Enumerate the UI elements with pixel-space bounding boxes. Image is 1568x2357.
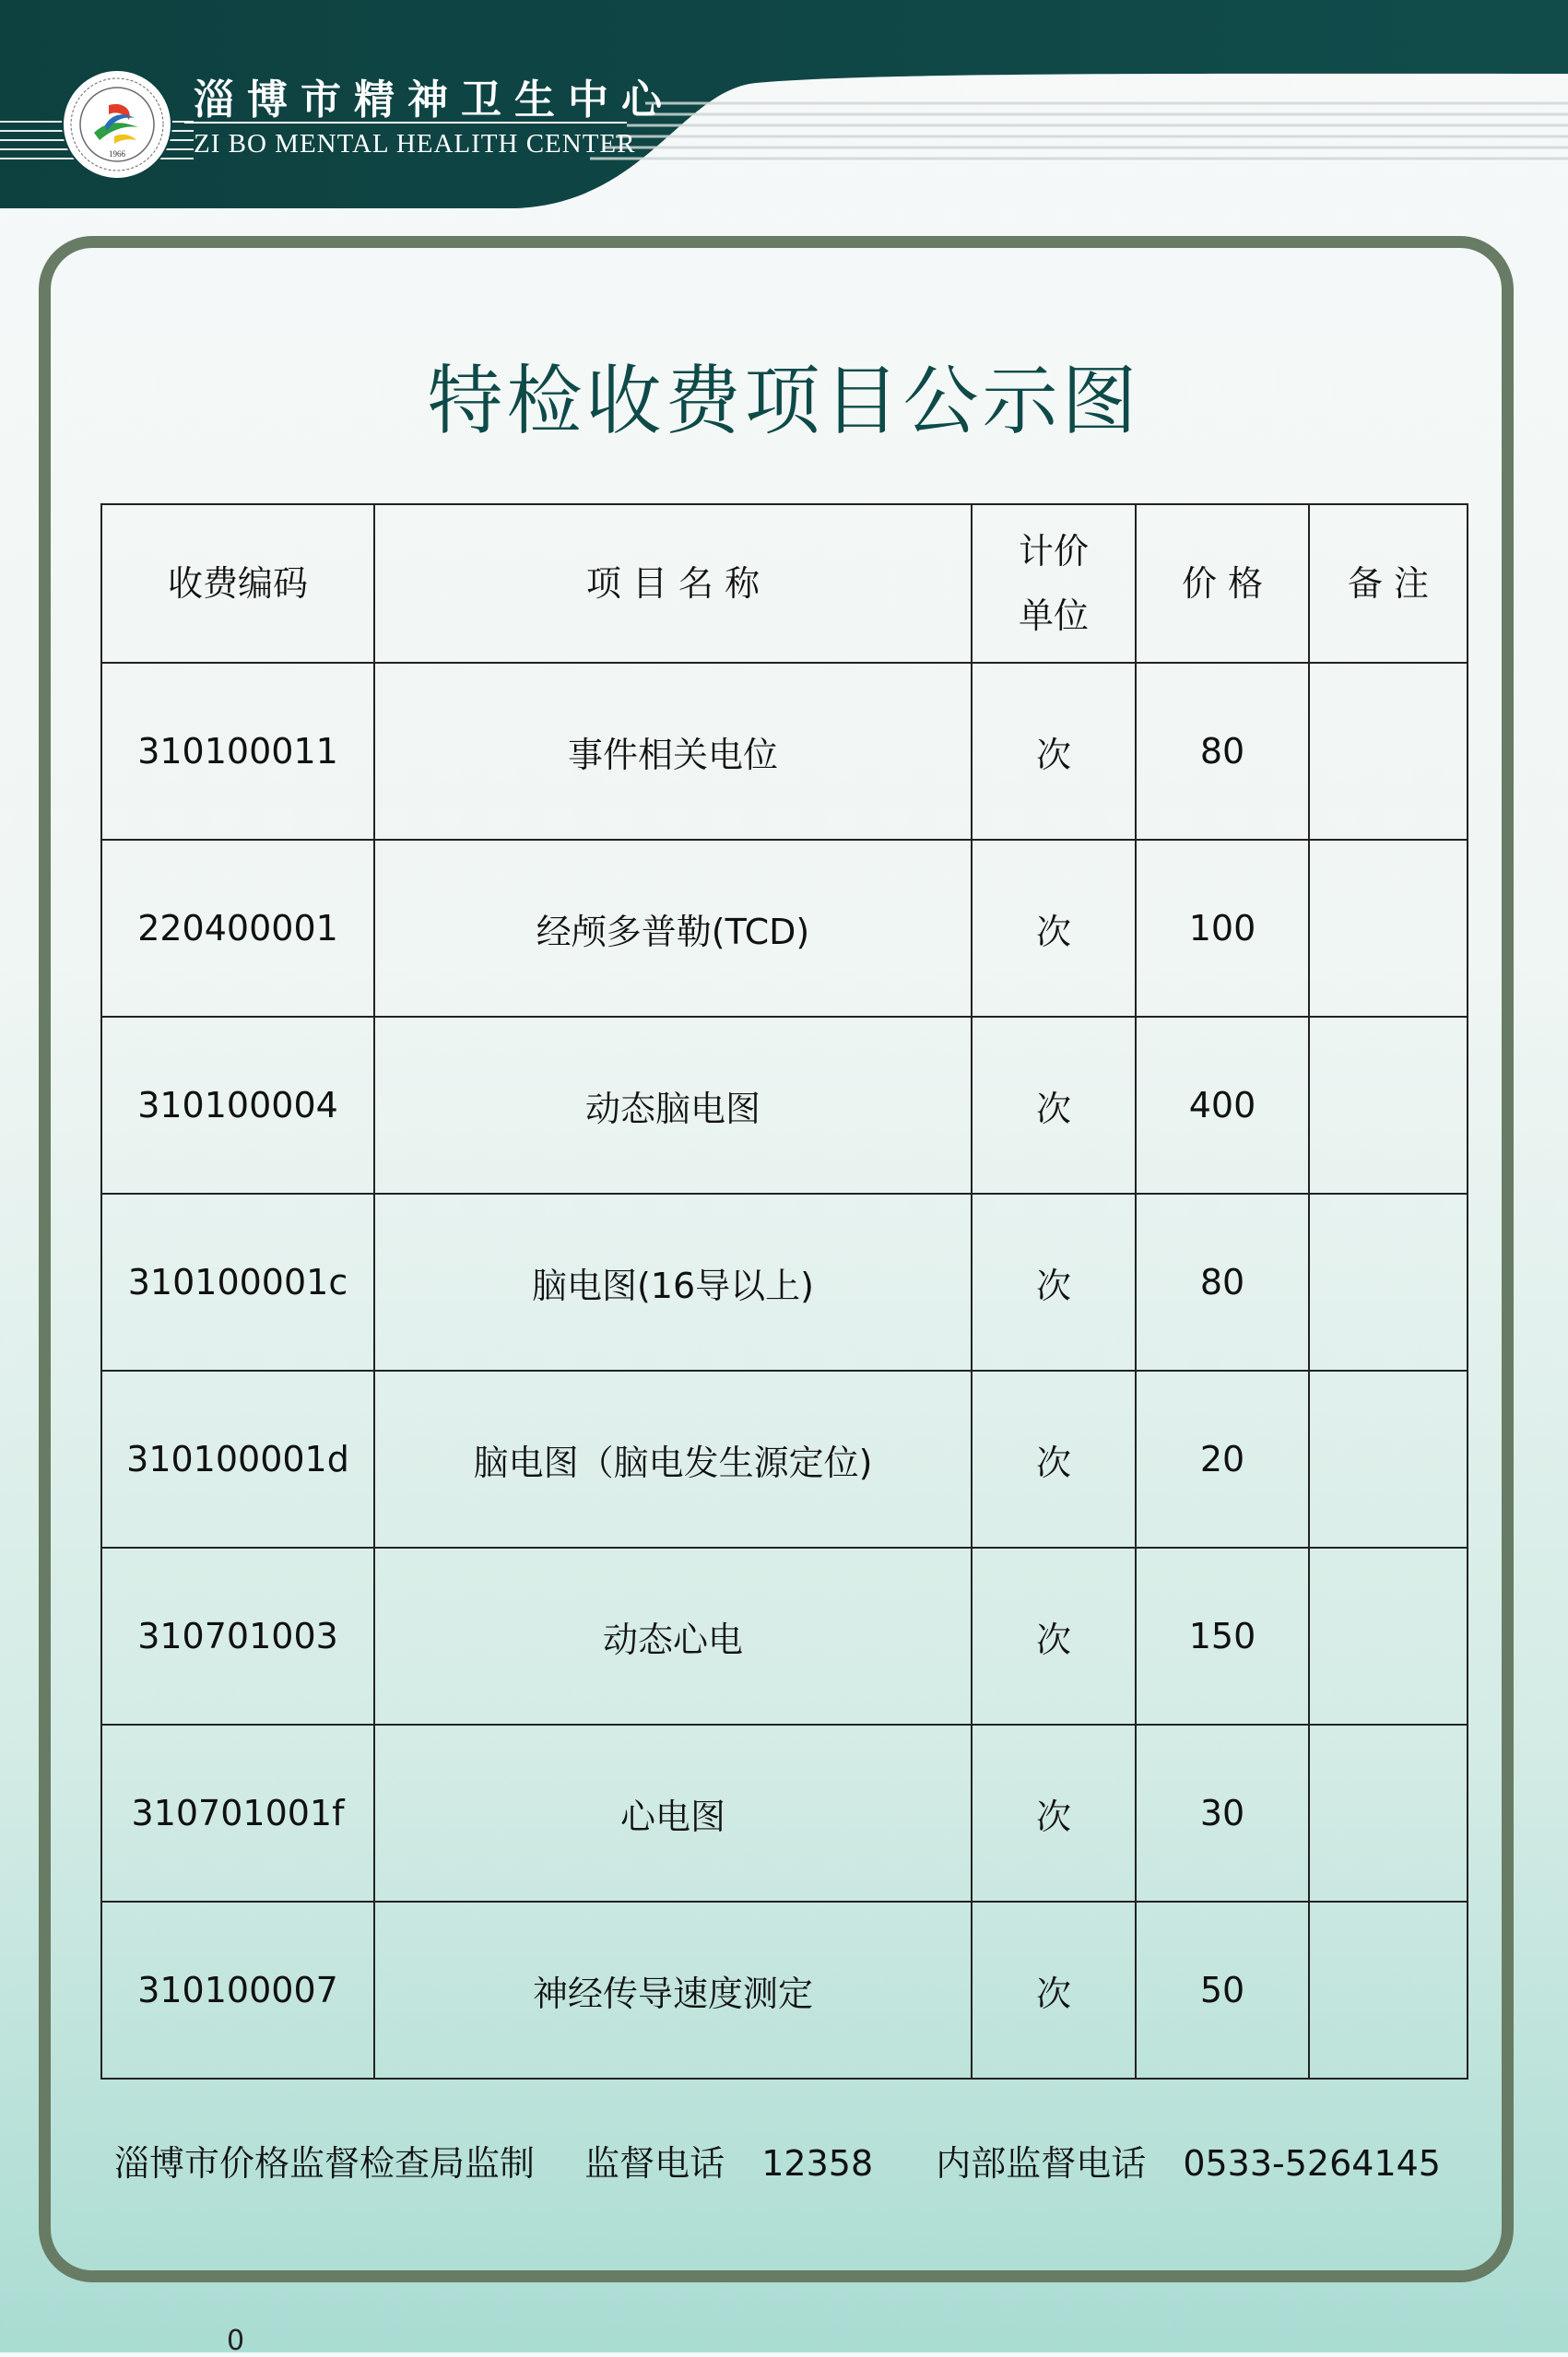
cell-name: 经颅多普勒(TCD): [374, 840, 972, 1017]
header-banner: [0, 0, 1568, 212]
cell-unit: 次: [972, 1371, 1136, 1548]
cell-unit: 次: [972, 840, 1136, 1017]
cell-name: 动态心电: [374, 1548, 972, 1725]
footer-notice: [0, 2135, 1568, 2186]
cell-name: 动态脑电图: [374, 1017, 972, 1194]
cell-note: [1309, 1548, 1468, 1725]
cell-name: 事件相关电位: [374, 663, 972, 840]
cell-price: 80: [1136, 663, 1309, 840]
cell-unit: 次: [972, 663, 1136, 840]
cell-unit: 次: [972, 1902, 1136, 2079]
footer-supervisor: 淄博市价格监督检查局监制: [114, 2143, 536, 2184]
header-price: 价 格: [1136, 504, 1309, 663]
table-row: [101, 1548, 1468, 1725]
cell-unit: 次: [972, 1548, 1136, 1725]
cell-note: [1309, 1371, 1468, 1548]
cell-code: 310100004: [101, 1017, 374, 1194]
header-note: 备 注: [1309, 504, 1468, 663]
table-row: [101, 1725, 1468, 1902]
svg-text:1966: 1966: [109, 149, 125, 159]
cell-name: 神经传导速度测定: [374, 1902, 972, 2079]
table-row: [101, 1017, 1468, 1194]
cell-price: 80: [1136, 1194, 1309, 1371]
cell-code: 310701003: [101, 1548, 374, 1725]
header-code: 收费编码: [101, 504, 374, 663]
hospital-name-en: ZI BO MENTAL HEALITH CENTER: [194, 129, 636, 159]
footer-internal-number: 0533-5264145: [1183, 2143, 1441, 2184]
cell-price: 150: [1136, 1548, 1309, 1725]
cell-name: 脑电图（脑电发生源定位): [374, 1371, 972, 1548]
cell-price: 400: [1136, 1017, 1309, 1194]
page-title: 特检收费项目公示图: [427, 358, 1141, 445]
cell-note: [1309, 663, 1468, 840]
footer-internal: [923, 2143, 1454, 2184]
footer-hotline-number: 12358: [761, 2143, 874, 2184]
table-row: [101, 663, 1468, 840]
cell-name: 脑电图(16导以上): [374, 1194, 972, 1371]
table-row: [101, 1371, 1468, 1548]
cell-code: 220400001: [101, 840, 374, 1017]
cell-note: [1309, 840, 1468, 1017]
cell-code: 310100001d: [101, 1371, 374, 1548]
table-header-row: [101, 504, 1468, 663]
cell-note: [1309, 1017, 1468, 1194]
cell-note: [1309, 1194, 1468, 1371]
cell-code: 310100011: [101, 663, 374, 840]
footer-internal-label: 内部监督电话: [936, 2143, 1147, 2184]
footer-hotline-label: 监督电话: [584, 2143, 725, 2184]
cell-code: 310701001f: [101, 1725, 374, 1902]
hospital-emblem-icon: [61, 68, 173, 181]
cell-note: [1309, 1725, 1468, 1902]
hospital-name-cn: 淄博市精神卫生中心: [194, 77, 675, 124]
header-name: 项 目 名 称: [374, 504, 972, 663]
table-row: [101, 840, 1468, 1017]
cell-name: 心电图: [374, 1725, 972, 1902]
cell-price: 30: [1136, 1725, 1309, 1902]
cell-price: 50: [1136, 1902, 1309, 2079]
cell-unit: 次: [972, 1725, 1136, 1902]
cell-unit: 次: [972, 1194, 1136, 1371]
table-row: [101, 1902, 1468, 2079]
header-unit: [972, 504, 1136, 663]
cell-unit: 次: [972, 1017, 1136, 1194]
header-unit-line1: 计价: [1018, 531, 1089, 572]
fee-table: [100, 503, 1468, 2080]
cell-price: 100: [1136, 840, 1309, 1017]
cell-code: 310100001c: [101, 1194, 374, 1371]
page-mark: 0: [227, 2325, 245, 2357]
table-row: [101, 1194, 1468, 1371]
cell-note: [1309, 1902, 1468, 2079]
footer-hotline: [572, 2143, 886, 2184]
header-unit-line2: 单位: [1018, 595, 1089, 636]
cell-code: 310100007: [101, 1902, 374, 2079]
cell-price: 20: [1136, 1371, 1309, 1548]
